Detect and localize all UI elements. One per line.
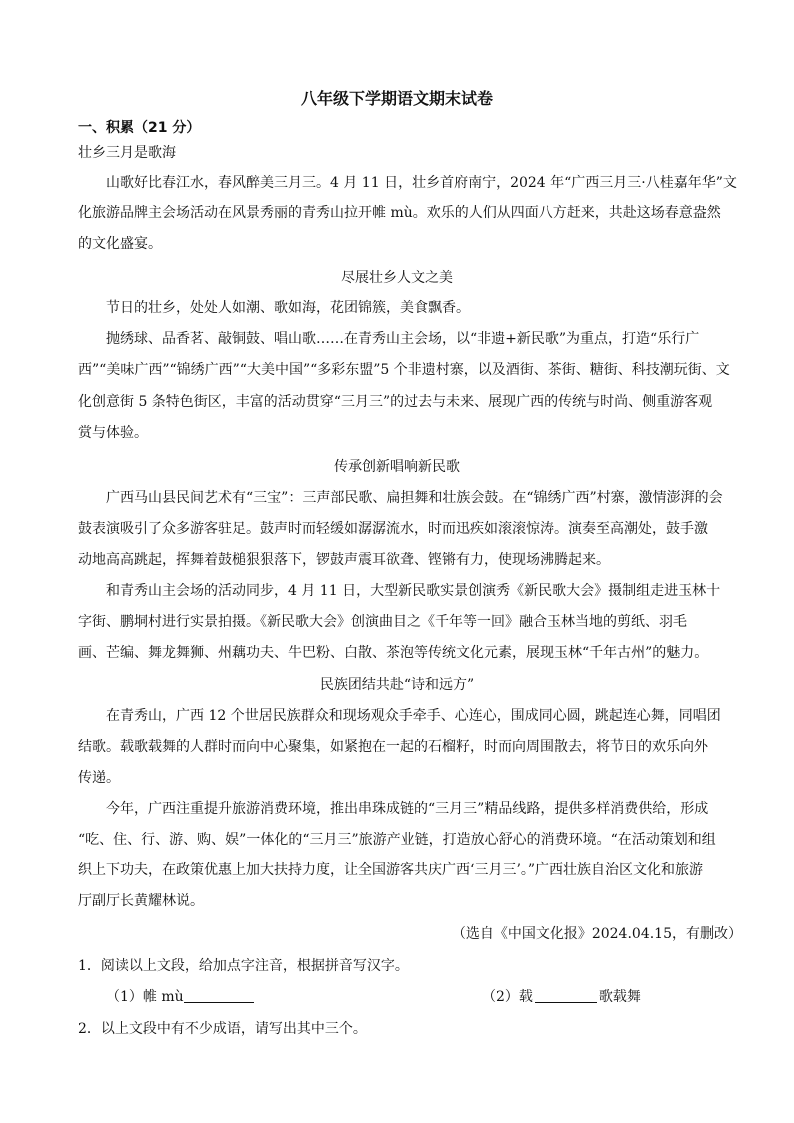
paragraph-line: 赏与体验。 [78,425,148,441]
paragraph-line: 在青秀山，广西 12 个世居民族群众和现场观众手牵手、心连心，围成同心圆，跳起连心舞，同唱团 [106,708,721,724]
paragraph-line: 化创意街 5 条特色街区，丰富的活动贯穿“三月三”的过去与未来、展现广西的传统与时尚、侧重游客观 [78,394,713,410]
source-citation: （选自《中国文化报》2024.04.15，有删改） [451,926,742,942]
paragraph-line: “吃、住、行、游、购、娱”一体化的“三月三”旅游产业链，打造放心舒心的消费环境。“在活动策划和组 [78,832,716,848]
question-1-part-2-label: （2）载 [482,989,533,1005]
paragraph-line: 今年，广西注重提升旅游消费环境，推出串珠成链的“三月三”精品线路，提供多样消费供给，形成 [106,801,709,817]
subtitle: 传承创新唱响新民歌 [334,459,460,475]
question-2: 2．以上文段中有不少成语，请写出其中三个。 [78,1021,367,1037]
paragraph-line: 字街、鹏垌村进行实景拍摄。《新民歌大会》创演曲目之《千年等一回》融合玉林当地的剪纸、羽毛 [78,614,687,630]
paragraph-line: 西”“美味广西”“锦绣广西”“大美中国”“多彩东盟”5 个非遗村寨，以及酒街、茶街、糖街、科技潮玩街、文 [78,362,730,378]
question-1-part-2-suffix: 歌载舞 [598,989,641,1005]
paragraph-line: 织上下功夫，在政策优惠上加大扶持力度，让全国游客共庆广西‘三月三’。”广西壮族自治区文化和旅游 [78,862,704,878]
paragraph-line: 和青秀山主会场的活动同步，4 月 11 日，大型新民歌实景创演秀《新民歌大会》摄制组走进玉林十 [106,583,721,599]
subtitle: 尽展壮乡人文之美 [341,270,453,286]
paragraph-line: 画、芒编、舞龙舞狮、州藕功夫、牛巴粉、白散、茶泡等传统文化元素，展现玉林“千年古州”的魅力。 [78,645,709,661]
paragraph-line: 山歌好比春江水，春风醉美三月三。4 月 11 日，壮乡首府南宁，2024 年“广西三月三·八桂嘉年华”文 [106,175,737,191]
subtitle: 民族团结共赴“诗和远方” [319,677,475,693]
paragraph-line: 广西马山县民间艺术有“三宝”：三声部民歌、扁担舞和壮族会鼓。在“锦绣广西”村寨，激情澎湃的会 [106,490,723,506]
section-heading: 一、积累（21 分） [78,120,201,136]
paragraph-line: 厅副厅长黄耀林说。 [78,893,204,909]
paragraph-line: 动地高高跳起，挥舞着鼓槌狠狠落下，锣鼓声震耳欲聋、铿锵有力，使现场沸腾起来。 [78,552,610,568]
paragraph-line: 结歌。载歌载舞的人群时而向中心聚集，如紧抱在一起的石榴籽，时而向周围散去，将节日的欢乐向外 [78,739,708,755]
answer-blank[interactable] [535,988,597,1003]
article-title: 壮乡三月是歌海 [78,145,176,161]
paragraph-line: 的文化盛宴。 [78,236,162,252]
question-1-part-1-label: （1）帷 mù [106,989,184,1005]
question-1-part-2 [482,985,641,1009]
paragraph-line: 抛绣球、品香茗、敲铜鼓、唱山歌……在青秀山主会场，以“非遗+新民歌”为重点，打造“乐行广 [106,331,700,347]
paragraph-line: 鼓表演吸引了众多游客驻足。鼓声时而轻缓如潺潺流水，时而迅疾如滚滚惊涛。演奏至高潮处，鼓手激 [78,521,708,537]
question-1: 1．阅读以上文段，给加点字注音，根据拼音写汉字。 [78,958,409,974]
answer-blank[interactable] [184,988,254,1003]
exam-title: 八年级下学期语文期末试卷 [300,89,493,108]
paragraph-line: 化旅游品牌主会场活动在风景秀丽的青秀山拉开帷 mù。欢乐的人们从四面八方赶来，共赴这场春意盎然 [78,205,721,221]
paragraph-line: 节日的壮乡，处处人如潮、歌如海，花团锦簇，美食飘香。 [106,300,470,316]
question-1-part-1 [106,985,254,1009]
paragraph-line: 传递。 [78,770,120,786]
